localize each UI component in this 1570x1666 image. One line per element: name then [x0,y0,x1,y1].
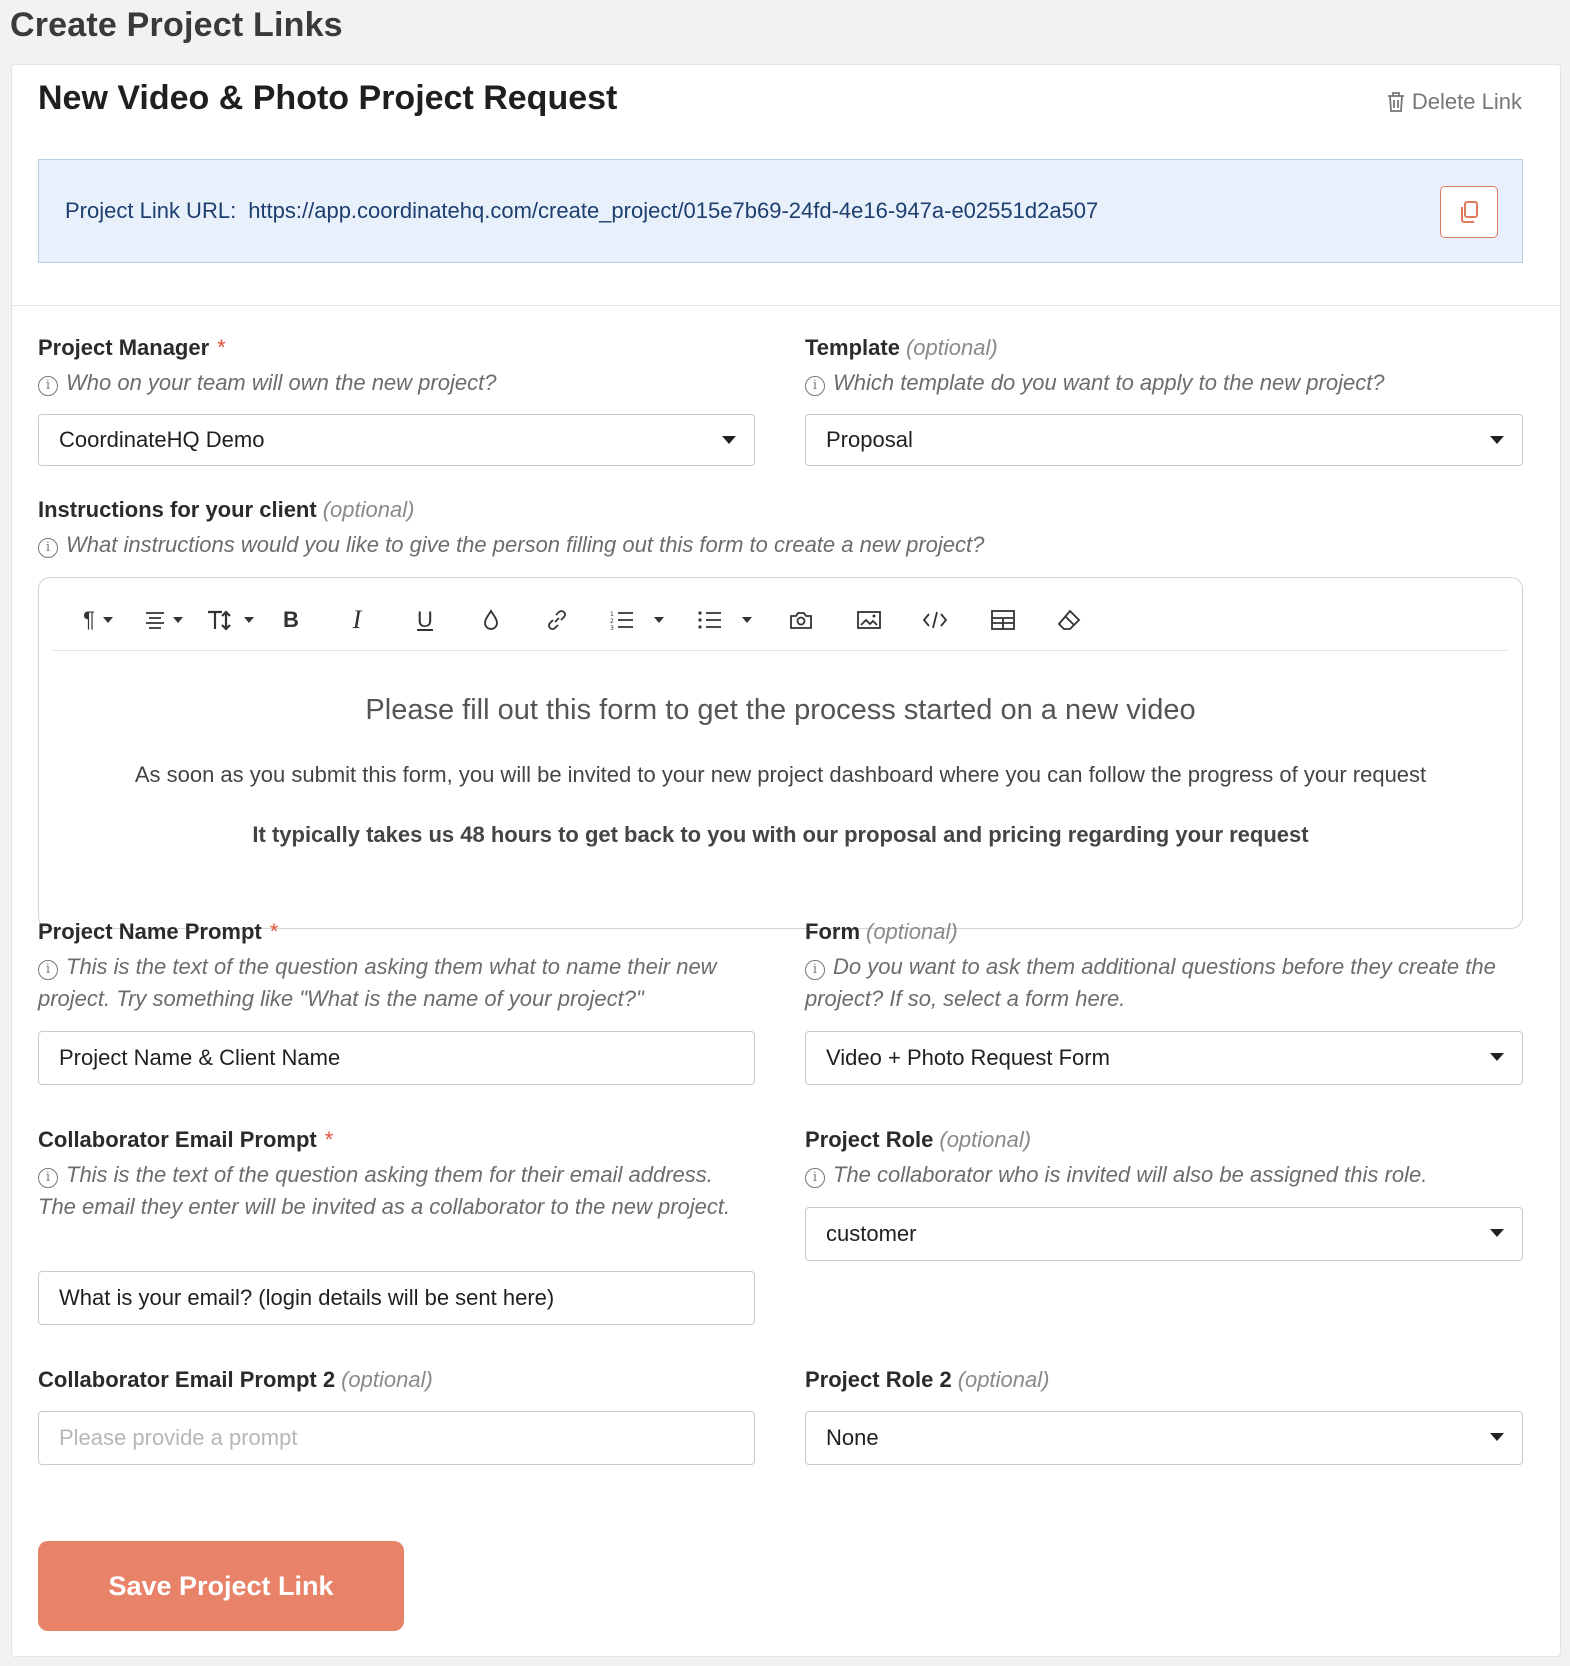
collaborator-email-prompt-2-label: Collaborator Email Prompt 2 (optional) [38,1367,433,1392]
project-name-prompt-input[interactable]: Project Name & Client Name [38,1031,755,1085]
text-size-icon [206,609,236,631]
project-link-url-box [38,159,1523,263]
font-size-button[interactable] [203,600,257,640]
instructions-label: Instructions for your client (optional) [38,497,415,522]
project-role-hint: i The collaborator who is invited will also be assigned this role. [805,1159,1525,1191]
chevron-down-icon [1490,1053,1504,1061]
form-label: Form (optional) [805,919,958,944]
underline-button[interactable]: U [417,607,433,632]
paragraph-icon: ¶ [83,607,95,632]
template-hint: i Which template do you want to apply to the new project? [805,367,1525,399]
svg-text:1: 1 [610,611,614,618]
info-icon: i [38,538,58,558]
copy-url-button[interactable] [1440,186,1498,238]
code-view-button[interactable] [915,600,955,640]
info-icon: i [805,960,825,980]
project-name-prompt-label: Project Name Prompt * [38,919,279,944]
info-icon: i [38,376,58,396]
chevron-down-icon [1490,436,1504,444]
image-icon [857,610,881,630]
project-manager-hint: i Who on your team will own the new project? [38,367,738,399]
delete-link-button[interactable] [1386,89,1522,115]
camera-icon [789,610,813,630]
instructions-paragraph: As soon as you submit this form, you will be invited to your new project dashboard where you can follow the progress of your request [134,762,1427,787]
project-manager-select[interactable]: CoordinateHQ Demo [38,414,755,466]
info-icon: i [38,960,58,980]
clear-format-button[interactable] [1049,600,1089,640]
trash-icon [1386,91,1406,113]
insert-table-button[interactable] [983,600,1023,640]
project-name-prompt-hint: i This is the text of the question asking them what to name their new project. Try something like "What is the name of your project?" [38,954,717,1011]
delete-link-label: Delete Link [1411,89,1522,114]
save-project-link-button[interactable]: Save Project Link [38,1541,404,1631]
collaborator-email-prompt-label: Collaborator Email Prompt * [38,1127,334,1152]
italic-button[interactable]: I [352,605,362,634]
instructions-bold-paragraph: It typically takes us 48 hours to get back to you with our proposal and pricing regarding your request [252,822,1309,847]
required-mark: * [269,919,279,944]
align-center-icon [145,611,165,629]
text-color-button[interactable] [471,600,511,640]
info-icon: i [805,1168,825,1188]
code-icon [922,610,948,630]
droplet-icon [483,609,499,631]
bold-button[interactable]: B [283,607,299,632]
url-value[interactable]: https://app.coordinatehq.com/create_project/015e7b69-24fd-4e16-947a-e02551d2a507 [248,198,1099,223]
ordered-list-dropdown[interactable] [649,600,669,640]
bullet-list-dropdown[interactable] [737,600,757,640]
chevron-down-icon [1490,1229,1504,1237]
form-hint: i Do you want to ask them additional questions before they create the project? If so, select a form here. [805,954,1496,1011]
editor-toolbar [53,592,1508,651]
collaborator-email-prompt-2-input[interactable]: Please provide a prompt [38,1411,755,1465]
instructions-editor[interactable] [38,577,1523,929]
insert-photo-button[interactable] [781,600,821,640]
project-manager-label: Project Manager * [38,335,226,360]
page-title: Create Project Links [10,6,343,44]
project-link-card [11,64,1561,1657]
bullet-list-button[interactable] [693,600,727,640]
eraser-icon [1057,609,1081,631]
project-role-2-label: Project Role 2 (optional) [805,1367,1050,1392]
svg-text:2: 2 [610,618,614,625]
project-role-label: Project Role (optional) [805,1127,1032,1152]
svg-text:3: 3 [610,625,614,630]
ordered-list-button[interactable] [605,600,639,640]
required-mark: * [217,335,226,360]
align-button[interactable] [139,600,189,640]
project-role-select[interactable]: customer [805,1207,1523,1261]
ordered-list-icon [610,610,634,630]
instructions-hint: i What instructions would you like to give the person filling out this form to create a new project? [38,529,1518,561]
copy-icon [1458,200,1480,224]
collaborator-email-prompt-hint: i This is the text of the question asking them for their email address. The email they enter will be invited as a collaborator to the new project. [38,1162,731,1219]
link-icon [545,608,569,632]
info-icon: i [805,376,825,396]
bullet-list-icon [698,610,722,630]
template-label: Template (optional) [805,335,998,360]
table-icon [991,610,1015,630]
card-title: New Video & Photo Project Request [38,79,618,117]
section-divider [12,305,1560,306]
chevron-down-icon [722,436,736,444]
link-button[interactable] [537,600,577,640]
form-select[interactable]: Video + Photo Request Form [805,1031,1523,1085]
info-icon: i [38,1168,58,1188]
chevron-down-icon [1490,1433,1504,1441]
paragraph-format-button[interactable] [73,600,123,640]
url-label: Project Link URL: [65,198,237,223]
project-role-2-select[interactable]: None [805,1411,1523,1465]
insert-image-button[interactable] [849,600,889,640]
collaborator-email-prompt-input[interactable]: What is your email? (login details will be sent here) [38,1271,755,1325]
required-mark: * [324,1127,334,1152]
instructions-heading: Please fill out this form to get the process started on a new video [365,694,1196,726]
template-select[interactable]: Proposal [805,414,1523,466]
